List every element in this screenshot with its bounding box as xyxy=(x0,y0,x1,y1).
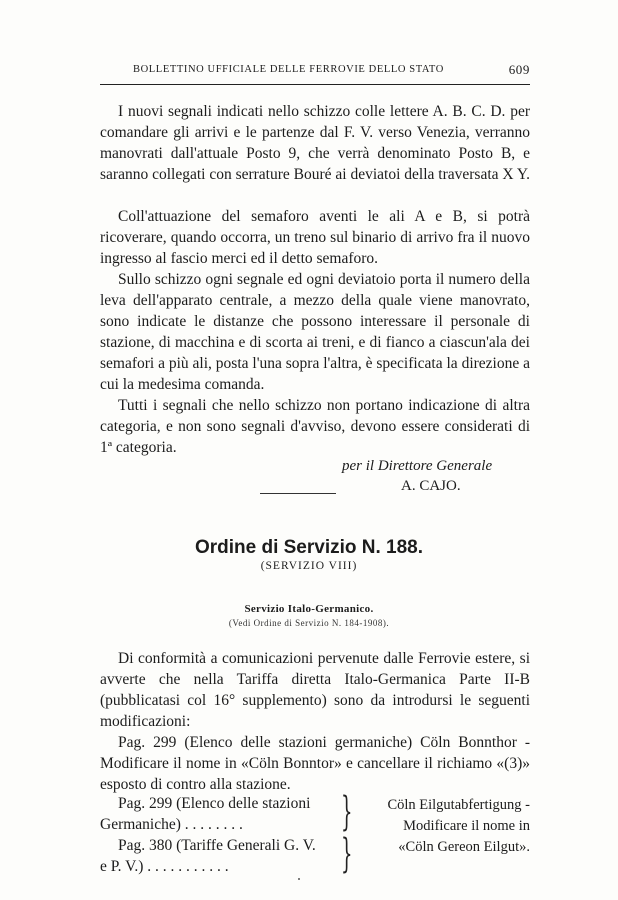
brace-2: } xyxy=(340,831,353,877)
paragraph-signals: I nuovi segnali indicati nello schizzo colle lettere A. B. C. D. per comandare gli arrivi e le partenze dal F. V. verso Venezia, verranno manovrati dall'attuale Posto 9, che verrà denominato Posto B, e saranno collegati con serrature Bouré ai deviatoi della traversata X Y. xyxy=(100,103,530,183)
service-title: Servizio Italo-Germanico. xyxy=(244,603,374,615)
paragraph-sketch: Sullo schizzo ogni segnale ed ogni deviatoio porta il numero della leva dell'apparato centrale, a mezzo della quale viene manovrato, sono indicate le distanze che possono interessare il personale di stazione, di macchina e di scorta ai treni, e di fianco a ciascun'ala dei semafori a più ali, posta l'una sopra l'altra, è specificata la direzione a cui la medesima comanda. xyxy=(100,271,530,393)
page-number: 609 xyxy=(508,62,530,77)
order-title: Ordine di Servizio N. 188. xyxy=(194,537,424,558)
note-line-2: Modificare il nome in xyxy=(403,818,530,834)
header-title: BOLLETTINO UFFICIALE DELLE FERROVIE DELLO STATO xyxy=(133,64,444,75)
paragraph-page-299: Pag. 299 (Elenco delle stazioni germaniche) Cöln Bonnthor - Modificare il nome in «Cöln Bonntor» e cancellare il richiamo «(3)» esposto di contro alla stazione. xyxy=(100,734,530,793)
service-reference: (Vedi Ordine di Servizio N. 184-1908). xyxy=(228,618,390,628)
signature-role: per il Direttore Generale xyxy=(342,458,493,474)
entry-row-2a: Pag. 380 (Tariffe Generali G. V. xyxy=(118,837,316,854)
note-line-1: Cöln Eilgutabfertigung - xyxy=(387,797,530,813)
brace-1: } xyxy=(340,789,353,835)
entry-row-2b: e P. V.) . . . . . . . . . . . xyxy=(100,858,229,875)
paragraph-categories: Tutti i segnali che nello schizzo non portano indicazione di altra categoria, e non sono segnali d'avviso, devono essere considerati di 1ª categoria. xyxy=(100,397,530,456)
entry-row-1b: Germaniche) . . . . . . . . xyxy=(100,816,243,833)
paragraph-conformity: Di conformità a comunicazioni pervenute dalle Ferrovie estere, si avverte che nella Tariffa diretta Italo-Germanica Parte II-B (pubblicatasi col 16° supplemento) sono da introdursi le seguenti modificazioni: xyxy=(100,650,530,730)
signature-name: A. CAJO. xyxy=(401,478,461,494)
note-line-3: «Cöln Gereon Eilgut». xyxy=(398,839,530,855)
section-divider xyxy=(260,493,336,494)
print-dot xyxy=(298,878,300,880)
order-subtitle: (SERVIZIO VIII) xyxy=(260,560,358,572)
header-rule xyxy=(100,84,530,85)
paragraph-semaphore: Coll'attuazione del semaforo aventi le ali A e B, si potrà ricoverare, quando occorra, un treno sul binario di arrivo fra il nuovo ingresso al fascio merci ed il detto semaforo. xyxy=(100,208,530,267)
entry-row-1a: Pag. 299 (Elenco delle stazioni xyxy=(118,795,311,812)
